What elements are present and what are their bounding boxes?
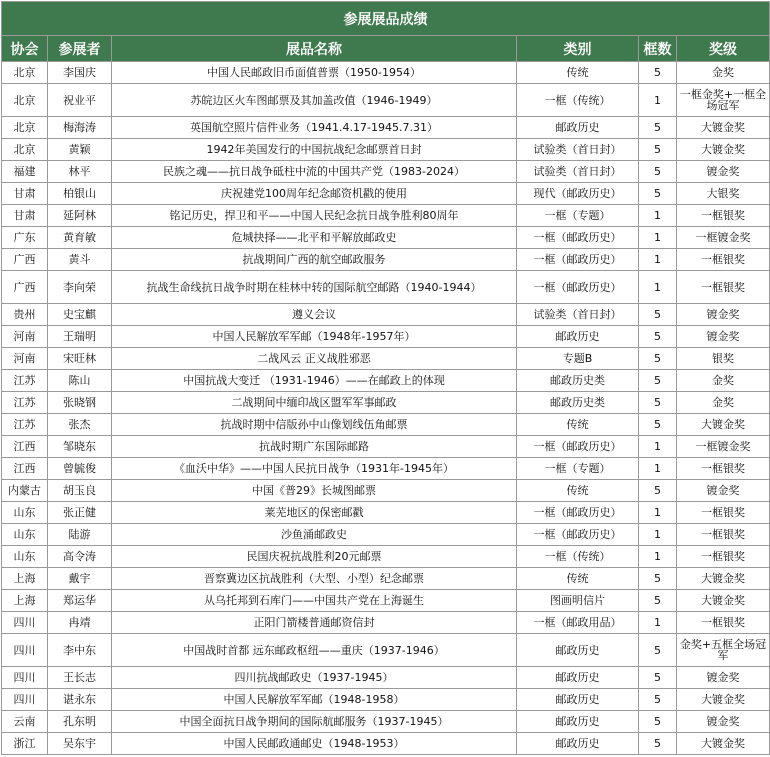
cell-association: 广西: [2, 249, 48, 271]
cell-award: 大镀金奖: [677, 414, 770, 436]
cell-category: 一框（传统）: [517, 546, 639, 568]
cell-award: 金奖: [677, 370, 770, 392]
cell-association: 内蒙古: [2, 480, 48, 502]
cell-exhibitor: 邹晓东: [48, 436, 112, 458]
cell-frames: 1: [639, 458, 677, 480]
cell-frames: 1: [639, 249, 677, 271]
cell-exhibitor: 黄颖: [48, 139, 112, 161]
cell-frames: 1: [639, 502, 677, 524]
table-row: [2, 392, 770, 414]
cell-frames: 5: [639, 62, 677, 84]
cell-award: 一框镀金奖: [677, 436, 770, 458]
cell-award: 大镀金奖: [677, 568, 770, 590]
cell-exhibitor: 曾毓俊: [48, 458, 112, 480]
cell-category: 专题B: [517, 348, 639, 370]
cell-exhibitor: 延阿林: [48, 205, 112, 227]
cell-award: 大镀金奖: [677, 733, 770, 755]
cell-award: 一框银奖: [677, 524, 770, 546]
cell-exhibit-name: 中国人民解放军军邮（1948-1958）: [112, 689, 517, 711]
cell-award: 金奖: [677, 62, 770, 84]
cell-association: 山东: [2, 546, 48, 568]
cell-association: 江西: [2, 436, 48, 458]
cell-category: 一框（专题）: [517, 205, 639, 227]
cell-category: 图画明信片: [517, 590, 639, 612]
cell-association: 江苏: [2, 392, 48, 414]
cell-category: 邮政历史: [517, 326, 639, 348]
cell-exhibitor: 胡玉良: [48, 480, 112, 502]
cell-category: 邮政历史: [517, 667, 639, 689]
cell-exhibitor: 史宝麒: [48, 304, 112, 326]
table-row: [2, 249, 770, 271]
cell-category: 邮政历史: [517, 689, 639, 711]
cell-category: 邮政历史: [517, 117, 639, 139]
cell-frames: 1: [639, 205, 677, 227]
cell-frames: 5: [639, 414, 677, 436]
table-row: [2, 414, 770, 436]
cell-association: 福建: [2, 161, 48, 183]
cell-exhibit-name: 民国庆祝抗战胜利20元邮票: [112, 546, 517, 568]
cell-award: 镀金奖: [677, 304, 770, 326]
cell-exhibit-name: 中国人民解放军军邮（1948年-1957年）: [112, 326, 517, 348]
cell-exhibitor: 黄斗: [48, 249, 112, 271]
cell-award: 金奖: [677, 392, 770, 414]
table-row: [2, 634, 770, 667]
table-row: [2, 458, 770, 480]
cell-category: 一框（邮政历史）: [517, 524, 639, 546]
cell-frames: 1: [639, 84, 677, 117]
table-row: [2, 733, 770, 755]
cell-exhibit-name: 中国全面抗日战争期间的国际航邮服务（1937-1945）: [112, 711, 517, 733]
cell-frames: 1: [639, 436, 677, 458]
table-row: [2, 348, 770, 370]
cell-frames: 1: [639, 546, 677, 568]
cell-frames: 5: [639, 183, 677, 205]
cell-association: 广东: [2, 227, 48, 249]
cell-association: 云南: [2, 711, 48, 733]
cell-award: 一框银奖: [677, 458, 770, 480]
table-row: [2, 711, 770, 733]
cell-category: 试验类（首日封）: [517, 139, 639, 161]
cell-award: 镀金奖: [677, 161, 770, 183]
title-row: [2, 2, 770, 36]
cell-exhibitor: 李向荣: [48, 271, 112, 304]
cell-exhibitor: 林平: [48, 161, 112, 183]
cell-association: 北京: [2, 62, 48, 84]
cell-exhibit-name: 危城抉择——北平和平解放邮政史: [112, 227, 517, 249]
table-title: 参展展品成绩: [2, 2, 770, 36]
table-row: [2, 326, 770, 348]
cell-category: 一框（传统）: [517, 84, 639, 117]
cell-award: 镀金奖: [677, 480, 770, 502]
cell-category: 一框（邮政历史）: [517, 271, 639, 304]
table-row: [2, 84, 770, 117]
table-row: [2, 62, 770, 84]
cell-exhibit-name: 庆祝建党100周年纪念邮资机戳的使用: [112, 183, 517, 205]
cell-exhibitor: 高令涛: [48, 546, 112, 568]
cell-category: 一框（邮政历史）: [517, 502, 639, 524]
cell-exhibitor: 宋旺林: [48, 348, 112, 370]
table-row: [2, 612, 770, 634]
cell-award: 一框银奖: [677, 502, 770, 524]
cell-frames: 5: [639, 326, 677, 348]
cell-exhibit-name: 沙鱼涌邮政史: [112, 524, 517, 546]
cell-exhibitor: 李国庆: [48, 62, 112, 84]
cell-exhibit-name: 晋察冀边区抗战胜利（大型、小型）纪念邮票: [112, 568, 517, 590]
cell-association: 四川: [2, 667, 48, 689]
table-row: [2, 139, 770, 161]
cell-frames: 5: [639, 590, 677, 612]
table-row: [2, 304, 770, 326]
cell-association: 北京: [2, 139, 48, 161]
cell-award: 一框镀金奖: [677, 227, 770, 249]
cell-association: 甘肃: [2, 183, 48, 205]
table-row: [2, 480, 770, 502]
table-row: [2, 183, 770, 205]
cell-category: 传统: [517, 62, 639, 84]
cell-category: 邮政历史: [517, 634, 639, 667]
cell-frames: 5: [639, 161, 677, 183]
cell-award: 大镀金奖: [677, 139, 770, 161]
cell-exhibit-name: 二战期间中缅印战区盟军军事邮政: [112, 392, 517, 414]
cell-exhibitor: 孔东明: [48, 711, 112, 733]
cell-award: 一框银奖: [677, 205, 770, 227]
cell-exhibitor: 李中东: [48, 634, 112, 667]
cell-exhibit-name: 正阳门箭楼普通邮资信封: [112, 612, 517, 634]
cell-category: 一框（邮政历史）: [517, 227, 639, 249]
table-body: [2, 62, 770, 755]
cell-award: 一框银奖: [677, 249, 770, 271]
cell-frames: 5: [639, 348, 677, 370]
cell-category: 邮政历史类: [517, 370, 639, 392]
cell-exhibit-name: 《血沃中华》——中国人民抗日战争（1931年-1945年）: [112, 458, 517, 480]
header-frames: 框数: [639, 36, 677, 62]
cell-association: 上海: [2, 568, 48, 590]
cell-exhibit-name: 1942年美国发行的中国抗战纪念邮票首日封: [112, 139, 517, 161]
table-row: [2, 502, 770, 524]
table-row: [2, 271, 770, 304]
cell-exhibitor: 戴宇: [48, 568, 112, 590]
cell-exhibit-name: 民族之魂——抗日战争砥柱中流的中国共产党（1983-2024）: [112, 161, 517, 183]
cell-award: 大镀金奖: [677, 117, 770, 139]
table-row: [2, 590, 770, 612]
table-row: [2, 667, 770, 689]
cell-association: 北京: [2, 117, 48, 139]
cell-frames: 1: [639, 227, 677, 249]
cell-exhibitor: 张晓钢: [48, 392, 112, 414]
cell-association: 甘肃: [2, 205, 48, 227]
cell-association: 广西: [2, 271, 48, 304]
cell-frames: 5: [639, 634, 677, 667]
cell-exhibitor: 郑运华: [48, 590, 112, 612]
cell-exhibit-name: 抗战时期广东国际邮路: [112, 436, 517, 458]
cell-exhibit-name: 莱芜地区的保密邮戳: [112, 502, 517, 524]
cell-frames: 5: [639, 370, 677, 392]
table-row: [2, 436, 770, 458]
table-row: [2, 227, 770, 249]
table-row: [2, 546, 770, 568]
cell-association: 四川: [2, 634, 48, 667]
cell-exhibitor: 张正健: [48, 502, 112, 524]
cell-exhibit-name: 中国《普29》长城图邮票: [112, 480, 517, 502]
cell-award: 大镀金奖: [677, 689, 770, 711]
cell-category: 邮政历史: [517, 711, 639, 733]
cell-frames: 1: [639, 612, 677, 634]
cell-association: 四川: [2, 689, 48, 711]
cell-exhibit-name: 英国航空照片信件业务（1941.4.17-1945.7.31）: [112, 117, 517, 139]
cell-frames: 5: [639, 733, 677, 755]
cell-category: 一框（邮政用品）: [517, 612, 639, 634]
cell-exhibit-name: 四川抗战邮政史（1937-1945）: [112, 667, 517, 689]
cell-award: 大银奖: [677, 183, 770, 205]
cell-frames: 5: [639, 139, 677, 161]
cell-frames: 5: [639, 392, 677, 414]
cell-award: 一框银奖: [677, 612, 770, 634]
cell-association: 山东: [2, 502, 48, 524]
cell-frames: 5: [639, 304, 677, 326]
cell-exhibit-name: 中国战时首都 远东邮政枢纽——重庆（1937-1946）: [112, 634, 517, 667]
cell-association: 河南: [2, 348, 48, 370]
cell-exhibit-name: 抗战生命线抗日战争时期在桂林中转的国际航空邮路（1940-1944）: [112, 271, 517, 304]
header-exhibit-name: 展品名称: [112, 36, 517, 62]
cell-exhibitor: 王长志: [48, 667, 112, 689]
cell-association: 北京: [2, 84, 48, 117]
table-row: [2, 370, 770, 392]
cell-exhibit-name: 抗战时期中信版孙中山像划线伍角邮票: [112, 414, 517, 436]
cell-exhibitor: 谌永东: [48, 689, 112, 711]
cell-frames: 5: [639, 480, 677, 502]
cell-association: 江西: [2, 458, 48, 480]
header-award: 奖级: [677, 36, 770, 62]
cell-exhibit-name: 二战风云 正义战胜邪恶: [112, 348, 517, 370]
cell-category: 传统: [517, 414, 639, 436]
cell-award: 一框银奖: [677, 546, 770, 568]
cell-frames: 1: [639, 524, 677, 546]
cell-award: 金奖+五框全场冠军: [677, 634, 770, 667]
cell-frames: 5: [639, 667, 677, 689]
cell-category: 邮政历史类: [517, 392, 639, 414]
header-association: 协会: [2, 36, 48, 62]
table-row: [2, 689, 770, 711]
table-row: [2, 117, 770, 139]
cell-exhibit-name: 苏皖边区火车图邮票及其加盖改值（1946-1949）: [112, 84, 517, 117]
cell-category: 试验类（首日封）: [517, 161, 639, 183]
header-category: 类别: [517, 36, 639, 62]
cell-exhibit-name: 中国人民邮政通邮史（1948-1953）: [112, 733, 517, 755]
cell-exhibitor: 祝业平: [48, 84, 112, 117]
cell-category: 现代（邮政历史）: [517, 183, 639, 205]
cell-category: 一框（邮政历史）: [517, 249, 639, 271]
cell-frames: 5: [639, 117, 677, 139]
cell-frames: 1: [639, 271, 677, 304]
cell-category: 邮政历史: [517, 733, 639, 755]
cell-award: 银奖: [677, 348, 770, 370]
table-row: [2, 568, 770, 590]
cell-exhibitor: 王瑞明: [48, 326, 112, 348]
cell-exhibit-name: 从乌托邦到石库门——中国共产党在上海诞生: [112, 590, 517, 612]
cell-award: 镀金奖: [677, 667, 770, 689]
cell-award: 大镀金奖: [677, 590, 770, 612]
cell-award: 一框银奖: [677, 271, 770, 304]
table-row: [2, 205, 770, 227]
cell-award: 一框金奖+一框全场冠军: [677, 84, 770, 117]
cell-exhibitor: 吴东宇: [48, 733, 112, 755]
cell-exhibit-name: 中国抗战大变迁 （1931-1946）——在邮政上的体现: [112, 370, 517, 392]
cell-association: 山东: [2, 524, 48, 546]
cell-association: 上海: [2, 590, 48, 612]
cell-frames: 5: [639, 711, 677, 733]
cell-frames: 5: [639, 568, 677, 590]
cell-association: 江苏: [2, 370, 48, 392]
cell-association: 河南: [2, 326, 48, 348]
cell-exhibitor: 张杰: [48, 414, 112, 436]
cell-category: 一框（专题）: [517, 458, 639, 480]
cell-exhibit-name: 中国人民邮政旧币面值普票（1950-1954）: [112, 62, 517, 84]
table-row: [2, 161, 770, 183]
cell-award: 镀金奖: [677, 326, 770, 348]
cell-frames: 5: [639, 689, 677, 711]
cell-association: 江苏: [2, 414, 48, 436]
cell-exhibitor: 冉靖: [48, 612, 112, 634]
cell-exhibitor: 陈山: [48, 370, 112, 392]
cell-association: 浙江: [2, 733, 48, 755]
results-sheet: [1, 1, 769, 755]
cell-category: 传统: [517, 480, 639, 502]
header-row: [2, 36, 770, 62]
cell-exhibitor: 黄育敏: [48, 227, 112, 249]
cell-exhibitor: 陆游: [48, 524, 112, 546]
cell-award: 镀金奖: [677, 711, 770, 733]
cell-association: 四川: [2, 612, 48, 634]
results-table: [1, 1, 770, 755]
cell-association: 贵州: [2, 304, 48, 326]
cell-category: 传统: [517, 568, 639, 590]
cell-exhibit-name: 遵义会议: [112, 304, 517, 326]
table-row: [2, 524, 770, 546]
cell-exhibit-name: 铭记历史，捍卫和平——中国人民纪念抗日战争胜利80周年: [112, 205, 517, 227]
cell-exhibitor: 梅海涛: [48, 117, 112, 139]
cell-category: 一框（邮政历史）: [517, 436, 639, 458]
cell-category: 试验类（首日封）: [517, 304, 639, 326]
cell-exhibit-name: 抗战期间广西的航空邮政服务: [112, 249, 517, 271]
cell-exhibitor: 柏银山: [48, 183, 112, 205]
header-exhibitor: 参展者: [48, 36, 112, 62]
